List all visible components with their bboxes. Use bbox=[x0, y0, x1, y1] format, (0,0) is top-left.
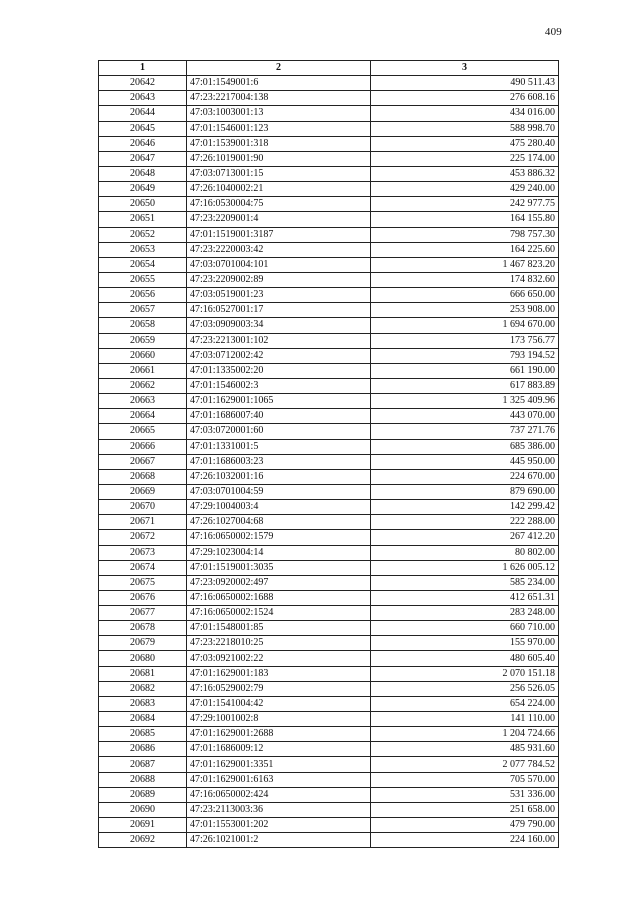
row-number-cell: 20691 bbox=[99, 818, 187, 833]
table-row bbox=[99, 590, 559, 605]
table-row bbox=[99, 394, 559, 409]
cadastral-number-cell: 47:01:1548001:85 bbox=[187, 621, 371, 636]
table-row bbox=[99, 166, 559, 181]
value-cell: 251 658.00 bbox=[371, 802, 559, 817]
value-cell: 485 931.60 bbox=[371, 742, 559, 757]
cadastral-number-cell: 47:26:1027004:68 bbox=[187, 515, 371, 530]
table-row bbox=[99, 333, 559, 348]
value-cell: 1 204 724.66 bbox=[371, 727, 559, 742]
value-cell: 793 194.52 bbox=[371, 348, 559, 363]
row-number-cell: 20674 bbox=[99, 560, 187, 575]
table-row bbox=[99, 91, 559, 106]
value-cell: 224 160.00 bbox=[371, 833, 559, 848]
cadastral-number-cell: 47:16:0529002:79 bbox=[187, 681, 371, 696]
row-number-cell: 20644 bbox=[99, 106, 187, 121]
row-number-cell: 20683 bbox=[99, 696, 187, 711]
row-number-cell: 20652 bbox=[99, 227, 187, 242]
cadastral-number-cell: 47:16:0527001:17 bbox=[187, 303, 371, 318]
row-number-cell: 20668 bbox=[99, 469, 187, 484]
table-row bbox=[99, 288, 559, 303]
table-row bbox=[99, 772, 559, 787]
data-table bbox=[98, 60, 559, 848]
table-row bbox=[99, 424, 559, 439]
value-cell: 173 756.77 bbox=[371, 333, 559, 348]
cadastral-number-cell: 47:03:0909003:34 bbox=[187, 318, 371, 333]
value-cell: 142 299.42 bbox=[371, 500, 559, 515]
cadastral-number-cell: 47:26:1019001:90 bbox=[187, 151, 371, 166]
cadastral-number-cell: 47:01:1549001:6 bbox=[187, 76, 371, 91]
row-number-cell: 20663 bbox=[99, 394, 187, 409]
value-cell: 141 110.00 bbox=[371, 712, 559, 727]
table-row bbox=[99, 363, 559, 378]
column-header-2: 2 bbox=[187, 61, 371, 76]
row-number-cell: 20684 bbox=[99, 712, 187, 727]
cadastral-number-cell: 47:01:1541004:42 bbox=[187, 696, 371, 711]
value-cell: 164 225.60 bbox=[371, 242, 559, 257]
row-number-cell: 20665 bbox=[99, 424, 187, 439]
table-row bbox=[99, 712, 559, 727]
row-number-cell: 20646 bbox=[99, 136, 187, 151]
row-number-cell: 20655 bbox=[99, 272, 187, 287]
row-number-cell: 20681 bbox=[99, 666, 187, 681]
cadastral-number-cell: 47:01:1546001:123 bbox=[187, 121, 371, 136]
cadastral-number-cell: 47:23:2209001:4 bbox=[187, 212, 371, 227]
table-row bbox=[99, 303, 559, 318]
page-number: 409 bbox=[544, 26, 562, 38]
row-number-cell: 20688 bbox=[99, 772, 187, 787]
value-cell: 155 970.00 bbox=[371, 636, 559, 651]
table-row bbox=[99, 484, 559, 499]
value-cell: 283 248.00 bbox=[371, 606, 559, 621]
cadastral-number-cell: 47:03:0712002:42 bbox=[187, 348, 371, 363]
row-number-cell: 20669 bbox=[99, 484, 187, 499]
row-number-cell: 20651 bbox=[99, 212, 187, 227]
value-cell: 666 650.00 bbox=[371, 288, 559, 303]
table-row bbox=[99, 742, 559, 757]
row-number-cell: 20656 bbox=[99, 288, 187, 303]
value-cell: 253 908.00 bbox=[371, 303, 559, 318]
table-row bbox=[99, 272, 559, 287]
table-row bbox=[99, 606, 559, 621]
value-cell: 453 886.32 bbox=[371, 166, 559, 181]
table-row bbox=[99, 575, 559, 590]
row-number-cell: 20659 bbox=[99, 333, 187, 348]
table-row bbox=[99, 727, 559, 742]
value-cell: 685 386.00 bbox=[371, 439, 559, 454]
table-row bbox=[99, 318, 559, 333]
cadastral-number-cell: 47:01:1629001:183 bbox=[187, 666, 371, 681]
value-cell: 242 977.75 bbox=[371, 197, 559, 212]
table-row bbox=[99, 757, 559, 772]
value-cell: 737 271.76 bbox=[371, 424, 559, 439]
cadastral-number-cell: 47:01:1546002:3 bbox=[187, 378, 371, 393]
row-number-cell: 20658 bbox=[99, 318, 187, 333]
row-number-cell: 20653 bbox=[99, 242, 187, 257]
cadastral-number-cell: 47:23:2209002:89 bbox=[187, 272, 371, 287]
cadastral-number-cell: 47:29:1004003:4 bbox=[187, 500, 371, 515]
row-number-cell: 20661 bbox=[99, 363, 187, 378]
value-cell: 80 802.00 bbox=[371, 545, 559, 560]
table-row bbox=[99, 666, 559, 681]
row-number-cell: 20667 bbox=[99, 454, 187, 469]
table-row bbox=[99, 500, 559, 515]
value-cell: 617 883.89 bbox=[371, 378, 559, 393]
row-number-cell: 20678 bbox=[99, 621, 187, 636]
row-number-cell: 20642 bbox=[99, 76, 187, 91]
value-cell: 480 605.40 bbox=[371, 651, 559, 666]
value-cell: 2 070 151.18 bbox=[371, 666, 559, 681]
value-cell: 222 288.00 bbox=[371, 515, 559, 530]
value-cell: 164 155.80 bbox=[371, 212, 559, 227]
cadastral-number-cell: 47:01:1686009:12 bbox=[187, 742, 371, 757]
value-cell: 479 790.00 bbox=[371, 818, 559, 833]
cadastral-number-cell: 47:26:1021001:2 bbox=[187, 833, 371, 848]
row-number-cell: 20660 bbox=[99, 348, 187, 363]
row-number-cell: 20662 bbox=[99, 378, 187, 393]
cadastral-number-cell: 47:26:1040002:21 bbox=[187, 182, 371, 197]
cadastral-number-cell: 47:01:1331001:5 bbox=[187, 439, 371, 454]
table-row bbox=[99, 802, 559, 817]
row-number-cell: 20649 bbox=[99, 182, 187, 197]
table-row bbox=[99, 409, 559, 424]
value-cell: 585 234.00 bbox=[371, 575, 559, 590]
table-row bbox=[99, 621, 559, 636]
row-number-cell: 20677 bbox=[99, 606, 187, 621]
value-cell: 267 412.20 bbox=[371, 530, 559, 545]
value-cell: 475 280.40 bbox=[371, 136, 559, 151]
value-cell: 660 710.00 bbox=[371, 621, 559, 636]
row-number-cell: 20645 bbox=[99, 121, 187, 136]
row-number-cell: 20689 bbox=[99, 787, 187, 802]
value-cell: 434 016.00 bbox=[371, 106, 559, 121]
cadastral-number-cell: 47:01:1629001:6163 bbox=[187, 772, 371, 787]
row-number-cell: 20686 bbox=[99, 742, 187, 757]
row-number-cell: 20647 bbox=[99, 151, 187, 166]
cadastral-number-cell: 47:03:0519001:23 bbox=[187, 288, 371, 303]
row-number-cell: 20672 bbox=[99, 530, 187, 545]
row-number-cell: 20682 bbox=[99, 681, 187, 696]
value-cell: 1 626 005.12 bbox=[371, 560, 559, 575]
table-row bbox=[99, 545, 559, 560]
value-cell: 224 670.00 bbox=[371, 469, 559, 484]
cadastral-number-cell: 47:01:1539001:318 bbox=[187, 136, 371, 151]
value-cell: 225 174.00 bbox=[371, 151, 559, 166]
value-cell: 654 224.00 bbox=[371, 696, 559, 711]
row-number-cell: 20673 bbox=[99, 545, 187, 560]
cadastral-number-cell: 47:01:1553001:202 bbox=[187, 818, 371, 833]
row-number-cell: 20657 bbox=[99, 303, 187, 318]
value-cell: 1 694 670.00 bbox=[371, 318, 559, 333]
value-cell: 588 998.70 bbox=[371, 121, 559, 136]
table-row bbox=[99, 787, 559, 802]
row-number-cell: 20692 bbox=[99, 833, 187, 848]
value-cell: 879 690.00 bbox=[371, 484, 559, 499]
cadastral-number-cell: 47:01:1629001:1065 bbox=[187, 394, 371, 409]
row-number-cell: 20675 bbox=[99, 575, 187, 590]
cadastral-number-cell: 47:01:1519001:3035 bbox=[187, 560, 371, 575]
table-header-row bbox=[99, 61, 559, 76]
table-row bbox=[99, 182, 559, 197]
value-cell: 705 570.00 bbox=[371, 772, 559, 787]
value-cell: 174 832.60 bbox=[371, 272, 559, 287]
table-row bbox=[99, 348, 559, 363]
cadastral-number-cell: 47:23:2213001:102 bbox=[187, 333, 371, 348]
column-header-1: 1 bbox=[99, 61, 187, 76]
table-row bbox=[99, 151, 559, 166]
row-number-cell: 20680 bbox=[99, 651, 187, 666]
cadastral-number-cell: 47:23:2113003:36 bbox=[187, 802, 371, 817]
value-cell: 531 336.00 bbox=[371, 787, 559, 802]
row-number-cell: 20666 bbox=[99, 439, 187, 454]
cadastral-number-cell: 47:16:0530004:75 bbox=[187, 197, 371, 212]
value-cell: 1 467 823.20 bbox=[371, 257, 559, 272]
value-cell: 1 325 409.96 bbox=[371, 394, 559, 409]
row-number-cell: 20687 bbox=[99, 757, 187, 772]
table-row bbox=[99, 560, 559, 575]
row-number-cell: 20685 bbox=[99, 727, 187, 742]
cadastral-number-cell: 47:29:1001002:8 bbox=[187, 712, 371, 727]
cadastral-number-cell: 47:16:0650002:1524 bbox=[187, 606, 371, 621]
cadastral-number-cell: 47:16:0650002:424 bbox=[187, 787, 371, 802]
value-cell: 429 240.00 bbox=[371, 182, 559, 197]
value-cell: 443 070.00 bbox=[371, 409, 559, 424]
value-cell: 445 950.00 bbox=[371, 454, 559, 469]
table-row bbox=[99, 530, 559, 545]
row-number-cell: 20690 bbox=[99, 802, 187, 817]
cadastral-number-cell: 47:03:1003001:13 bbox=[187, 106, 371, 121]
table-row bbox=[99, 696, 559, 711]
row-number-cell: 20643 bbox=[99, 91, 187, 106]
table-row bbox=[99, 378, 559, 393]
cadastral-number-cell: 47:01:1519001:3187 bbox=[187, 227, 371, 242]
table-row bbox=[99, 833, 559, 848]
table-row bbox=[99, 76, 559, 91]
row-number-cell: 20676 bbox=[99, 590, 187, 605]
cadastral-number-cell: 47:01:1629001:2688 bbox=[187, 727, 371, 742]
table-row bbox=[99, 469, 559, 484]
table-row bbox=[99, 636, 559, 651]
cadastral-number-cell: 47:01:1686003:23 bbox=[187, 454, 371, 469]
cadastral-number-cell: 47:03:0720001:60 bbox=[187, 424, 371, 439]
table-row bbox=[99, 242, 559, 257]
row-number-cell: 20671 bbox=[99, 515, 187, 530]
table-row bbox=[99, 227, 559, 242]
cadastral-number-cell: 47:16:0650002:1688 bbox=[187, 590, 371, 605]
cadastral-number-cell: 47:03:0921002:22 bbox=[187, 651, 371, 666]
cadastral-number-cell: 47:23:2217004:138 bbox=[187, 91, 371, 106]
table-row bbox=[99, 454, 559, 469]
value-cell: 661 190.00 bbox=[371, 363, 559, 378]
value-cell: 256 526.05 bbox=[371, 681, 559, 696]
cadastral-number-cell: 47:23:2218010:25 bbox=[187, 636, 371, 651]
table-row bbox=[99, 106, 559, 121]
cadastral-number-cell: 47:23:0920002:497 bbox=[187, 575, 371, 590]
cadastral-number-cell: 47:03:0713001:15 bbox=[187, 166, 371, 181]
value-cell: 798 757.30 bbox=[371, 227, 559, 242]
row-number-cell: 20679 bbox=[99, 636, 187, 651]
table-row bbox=[99, 121, 559, 136]
column-header-3: 3 bbox=[371, 61, 559, 76]
table-row bbox=[99, 212, 559, 227]
value-cell: 412 651.31 bbox=[371, 590, 559, 605]
row-number-cell: 20664 bbox=[99, 409, 187, 424]
row-number-cell: 20670 bbox=[99, 500, 187, 515]
value-cell: 2 077 784.52 bbox=[371, 757, 559, 772]
value-cell: 490 511.43 bbox=[371, 76, 559, 91]
row-number-cell: 20654 bbox=[99, 257, 187, 272]
cadastral-number-cell: 47:01:1629001:3351 bbox=[187, 757, 371, 772]
cadastral-number-cell: 47:01:1335002:20 bbox=[187, 363, 371, 378]
table-row bbox=[99, 818, 559, 833]
table-row bbox=[99, 257, 559, 272]
row-number-cell: 20648 bbox=[99, 166, 187, 181]
table-row bbox=[99, 651, 559, 666]
cadastral-number-cell: 47:01:1686007:40 bbox=[187, 409, 371, 424]
cadastral-number-cell: 47:03:0701004:59 bbox=[187, 484, 371, 499]
table-row bbox=[99, 439, 559, 454]
table-row bbox=[99, 197, 559, 212]
cadastral-number-cell: 47:03:0701004:101 bbox=[187, 257, 371, 272]
cadastral-number-cell: 47:16:0650002:1579 bbox=[187, 530, 371, 545]
cadastral-number-cell: 47:23:2220003:42 bbox=[187, 242, 371, 257]
table-row bbox=[99, 681, 559, 696]
row-number-cell: 20650 bbox=[99, 197, 187, 212]
table-body bbox=[99, 76, 559, 848]
cadastral-number-cell: 47:29:1023004:14 bbox=[187, 545, 371, 560]
table-row bbox=[99, 515, 559, 530]
table-row bbox=[99, 136, 559, 151]
value-cell: 276 608.16 bbox=[371, 91, 559, 106]
cadastral-number-cell: 47:26:1032001:16 bbox=[187, 469, 371, 484]
